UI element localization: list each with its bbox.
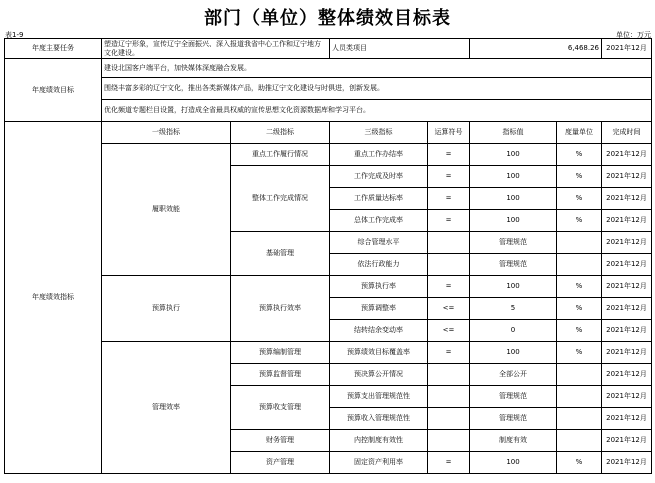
header-value: 指标值 xyxy=(470,122,557,144)
value-cell: 全部公开 xyxy=(470,364,557,386)
level2-cell: 财务管理 xyxy=(231,430,330,452)
annual-goal-row xyxy=(5,59,652,78)
page-title: 部门（单位）整体绩效目标表 xyxy=(204,8,451,29)
annual-goal-row xyxy=(5,100,652,122)
header-level3: 三级指标 xyxy=(330,122,428,144)
unit-cell xyxy=(557,386,602,408)
performance-table xyxy=(4,38,652,474)
header-level1: 一级指标 xyxy=(102,122,231,144)
header-date: 完成时间 xyxy=(602,122,652,144)
operator-cell xyxy=(428,364,470,386)
level3-cell: 预决算公开情况 xyxy=(330,364,428,386)
date-cell: 2021年12月 xyxy=(602,144,652,166)
annual-task-amount: 6,468.26 xyxy=(470,39,602,59)
operator-cell xyxy=(428,232,470,254)
annual-goal-line: 围绕丰富多彩的辽宁文化，推出各类新媒体产品，助推辽宁文化建设与时俱进，创新发展。 xyxy=(102,78,652,100)
unit-cell xyxy=(557,430,602,452)
annual-task-date: 2021年12月 xyxy=(602,39,652,59)
operator-cell: = xyxy=(428,276,470,298)
annual-goal-line: 建设北国客户端平台，加快媒体深度融合发展。 xyxy=(102,59,652,78)
value-cell: 100 xyxy=(470,276,557,298)
level2-cell: 预算收支管理 xyxy=(231,386,330,430)
level3-cell: 内控制度有效性 xyxy=(330,430,428,452)
level2-cell: 重点工作履行情况 xyxy=(231,144,330,166)
value-cell: 100 xyxy=(470,452,557,474)
level2-cell: 预算执行效率 xyxy=(231,276,330,342)
date-cell: 2021年12月 xyxy=(602,232,652,254)
value-cell: 管理规范 xyxy=(470,408,557,430)
value-cell: 管理规范 xyxy=(470,254,557,276)
level3-cell: 重点工作办结率 xyxy=(330,144,428,166)
unit-cell: % xyxy=(557,276,602,298)
date-cell: 2021年12月 xyxy=(602,276,652,298)
level3-cell: 预算绩效目标覆盖率 xyxy=(330,342,428,364)
level2-cell: 预算编制管理 xyxy=(231,342,330,364)
unit-cell: % xyxy=(557,320,602,342)
unit-cell: % xyxy=(557,166,602,188)
value-cell: 100 xyxy=(470,210,557,232)
level2-cell: 基础管理 xyxy=(231,232,330,276)
level3-cell: 预算调整率 xyxy=(330,298,428,320)
date-cell: 2021年12月 xyxy=(602,386,652,408)
annual-task-item: 人员类项目 xyxy=(330,39,470,59)
level1-cell: 履职效能 xyxy=(102,144,231,276)
level3-cell: 工作完成及时率 xyxy=(330,166,428,188)
operator-cell xyxy=(428,430,470,452)
operator-cell: = xyxy=(428,166,470,188)
level2-cell: 预算监督管理 xyxy=(231,364,330,386)
annual-task-row xyxy=(5,39,652,59)
operator-cell: = xyxy=(428,452,470,474)
level3-cell: 预算收入管理规范性 xyxy=(330,408,428,430)
value-cell: 100 xyxy=(470,342,557,364)
operator-cell: = xyxy=(428,188,470,210)
table-row xyxy=(5,276,652,298)
unit-cell xyxy=(557,364,602,386)
annual-goal-line: 优化频道专题栏目设置，打造成全省最具权威的宣传思想文化资源数据库和学习平台。 xyxy=(102,100,652,122)
indicator-header-row xyxy=(5,122,652,144)
unit-cell xyxy=(557,254,602,276)
level3-cell: 依法行政能力 xyxy=(330,254,428,276)
level2-cell: 资产管理 xyxy=(231,452,330,474)
level3-cell: 总体工作完成率 xyxy=(330,210,428,232)
date-cell: 2021年12月 xyxy=(602,254,652,276)
operator-cell xyxy=(428,408,470,430)
date-cell: 2021年12月 xyxy=(602,210,652,232)
value-cell: 0 xyxy=(470,320,557,342)
date-cell: 2021年12月 xyxy=(602,408,652,430)
value-cell: 100 xyxy=(470,144,557,166)
value-cell: 100 xyxy=(470,166,557,188)
level3-cell: 固定资产利用率 xyxy=(330,452,428,474)
level2-cell: 整体工作完成情况 xyxy=(231,166,330,232)
date-cell: 2021年12月 xyxy=(602,320,652,342)
header-unit: 度量单位 xyxy=(557,122,602,144)
annual-goal-label: 年度绩效目标 xyxy=(5,59,102,122)
level3-cell: 预算执行率 xyxy=(330,276,428,298)
level3-cell: 工作质量达标率 xyxy=(330,188,428,210)
date-cell: 2021年12月 xyxy=(602,430,652,452)
unit-cell xyxy=(557,232,602,254)
value-cell: 管理规范 xyxy=(470,232,557,254)
unit-cell xyxy=(557,408,602,430)
header-level2: 二级指标 xyxy=(231,122,330,144)
operator-cell: = xyxy=(428,144,470,166)
level3-cell: 预算支出管理规范性 xyxy=(330,386,428,408)
date-cell: 2021年12月 xyxy=(602,188,652,210)
operator-cell: <= xyxy=(428,298,470,320)
indicators-label: 年度绩效指标 xyxy=(5,122,102,474)
annual-task-content: 塑造辽宁形象，宣传辽宁全面振兴、深入报道我省中心工作和辽宁地方文化建设。 xyxy=(102,39,330,59)
annual-task-label: 年度主要任务 xyxy=(5,39,102,59)
table-row xyxy=(5,342,652,364)
date-cell: 2021年12月 xyxy=(602,342,652,364)
operator-cell: = xyxy=(428,342,470,364)
table-number: 表1-9 xyxy=(5,31,24,39)
unit-label: 单位：万元 xyxy=(616,31,651,39)
value-cell: 100 xyxy=(470,188,557,210)
table-row xyxy=(5,144,652,166)
date-cell: 2021年12月 xyxy=(602,452,652,474)
value-cell: 制度有效 xyxy=(470,430,557,452)
operator-cell xyxy=(428,254,470,276)
unit-cell: % xyxy=(557,452,602,474)
unit-cell: % xyxy=(557,210,602,232)
unit-cell: % xyxy=(557,188,602,210)
unit-cell: % xyxy=(557,144,602,166)
level3-cell: 综合管理水平 xyxy=(330,232,428,254)
operator-cell: = xyxy=(428,210,470,232)
date-cell: 2021年12月 xyxy=(602,364,652,386)
unit-cell: % xyxy=(557,298,602,320)
annual-goal-row xyxy=(5,78,652,100)
level1-cell: 预算执行 xyxy=(102,276,231,342)
operator-cell: <= xyxy=(428,320,470,342)
value-cell: 5 xyxy=(470,298,557,320)
level1-cell: 管理效率 xyxy=(102,342,231,474)
date-cell: 2021年12月 xyxy=(602,298,652,320)
operator-cell xyxy=(428,386,470,408)
unit-cell: % xyxy=(557,342,602,364)
header-operator: 运算符号 xyxy=(428,122,470,144)
level3-cell: 结转结余变动率 xyxy=(330,320,428,342)
date-cell: 2021年12月 xyxy=(602,166,652,188)
value-cell: 管理规范 xyxy=(470,386,557,408)
